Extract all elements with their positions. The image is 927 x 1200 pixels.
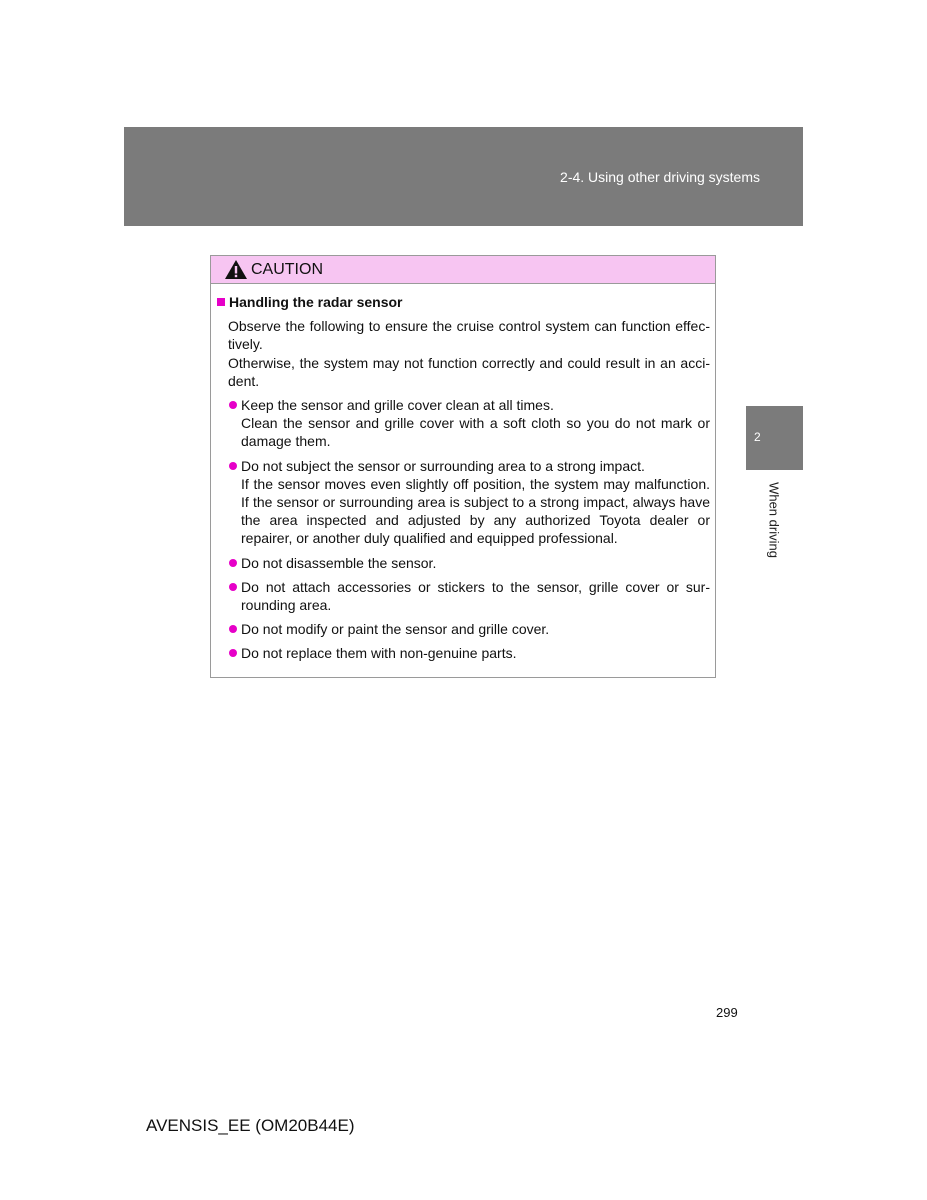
heading-text: Handling the radar sensor bbox=[229, 294, 403, 310]
round-bullet-icon bbox=[229, 625, 237, 633]
list-item bbox=[228, 457, 710, 548]
footer-model-code: AVENSIS_EE (OM20B44E) bbox=[146, 1116, 355, 1135]
list-item-text: Do not modify or paint the sensor and grille cover. bbox=[241, 621, 550, 638]
list-item bbox=[228, 620, 710, 638]
section-heading bbox=[216, 293, 710, 311]
caution-header bbox=[211, 256, 715, 284]
list-item-text: Do not replace them with non-genuine parts. bbox=[241, 645, 517, 662]
square-bullet-icon bbox=[217, 298, 225, 306]
intro-line: Observe the following to ensure the cruise control system can function effec-tively. bbox=[228, 318, 710, 353]
round-bullet-icon bbox=[229, 401, 237, 409]
list-item bbox=[228, 578, 710, 614]
chapter-tab bbox=[746, 406, 803, 470]
header-band bbox=[124, 127, 803, 226]
list-item-text: Do not attach accessories or stickers to the sensor, grille cover or sur-rounding area. bbox=[241, 578, 710, 614]
list-item-detail: Clean the sensor and grille cover with a soft cloth so you do not mark or damage them. bbox=[241, 415, 710, 450]
warning-triangle-icon bbox=[224, 259, 248, 280]
round-bullet-icon bbox=[229, 462, 237, 470]
list-item-detail: If the sensor moves even slightly off position, the system may malfunction. If the sensor or surrounding area is subject to a strong impact, always have the area inspected and adjusted by any authorized Toyota dealer or repairer, or another duly qualified and equipped professional. bbox=[241, 475, 710, 547]
caution-list bbox=[228, 396, 710, 663]
list-item-text: Keep the sensor and grille cover clean at all times. bbox=[241, 397, 554, 414]
list-item bbox=[228, 554, 710, 572]
caution-box bbox=[210, 255, 716, 678]
intro-paragraph bbox=[228, 317, 710, 390]
round-bullet-icon bbox=[229, 583, 237, 591]
caution-body bbox=[211, 284, 715, 663]
list-item bbox=[228, 396, 710, 451]
caution-label: CAUTION bbox=[251, 260, 323, 278]
list-item-text: Do not subject the sensor or surrounding area to a strong impact. bbox=[241, 457, 645, 474]
round-bullet-icon bbox=[229, 559, 237, 567]
intro-line: Otherwise, the system may not function correctly and could result in an acci-dent. bbox=[228, 354, 710, 389]
chapter-label: When driving bbox=[766, 482, 782, 558]
section-title: 2-4. Using other driving systems bbox=[560, 169, 760, 185]
list-item bbox=[228, 644, 710, 662]
page-number: 299 bbox=[716, 1005, 738, 1020]
round-bullet-icon bbox=[229, 649, 237, 657]
chapter-number: 2 bbox=[754, 430, 761, 444]
list-item-text: Do not disassemble the sensor. bbox=[241, 554, 437, 571]
